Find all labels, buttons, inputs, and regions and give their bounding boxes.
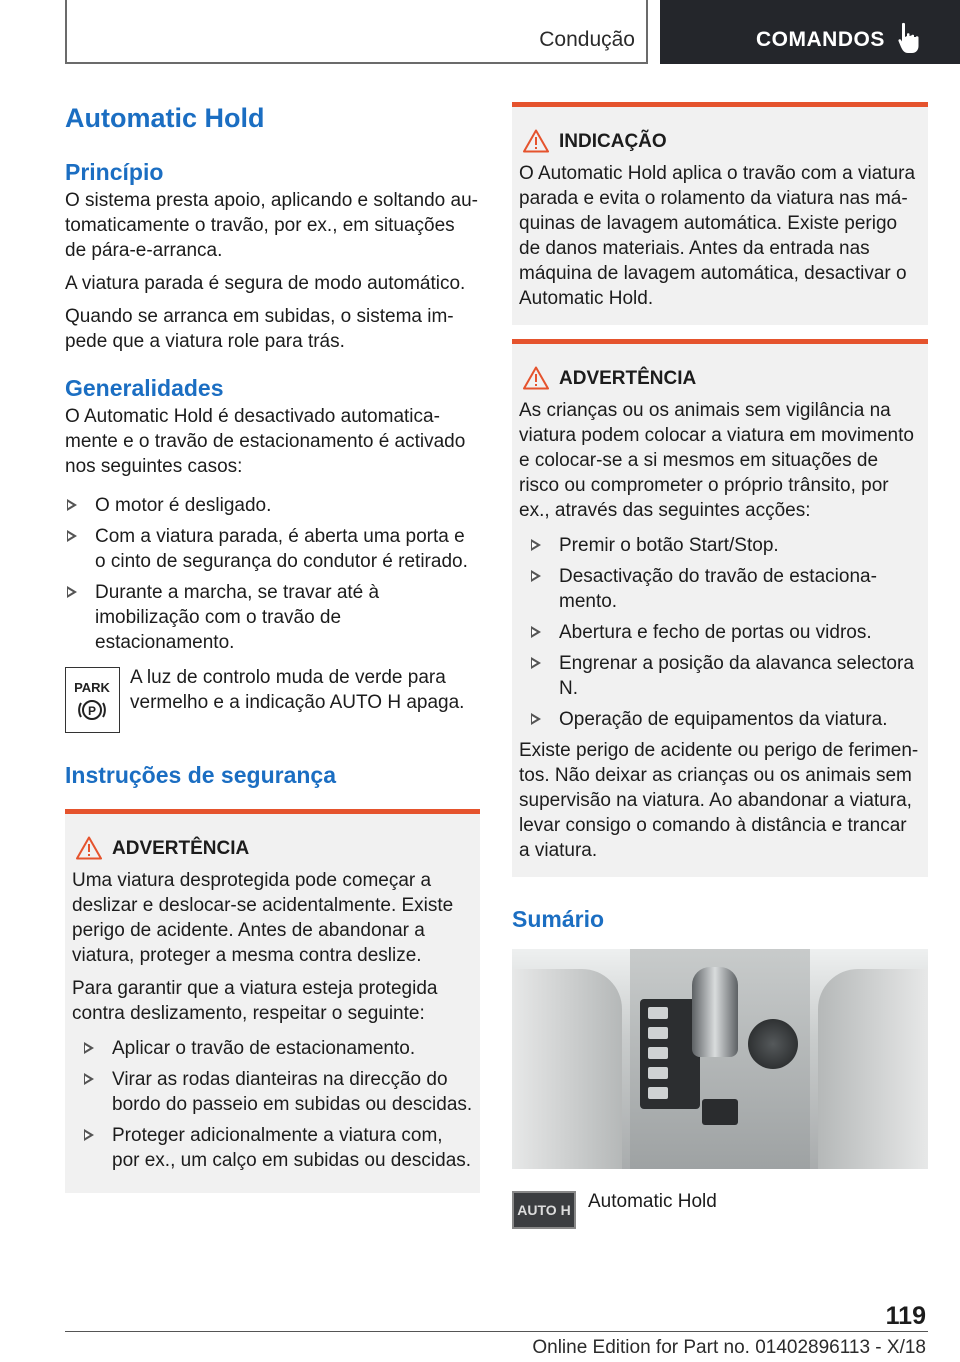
auto-hold-button-legend (512, 1189, 928, 1229)
list-item: Abertura e fecho de portas ou vidros. (529, 620, 921, 645)
button-panel (640, 999, 700, 1109)
header-chapter-label: COMANDOS (756, 28, 885, 51)
page-title: Automatic Hold (65, 103, 265, 133)
warning-list (529, 533, 921, 732)
warning-title: ADVERTÊNCIA (72, 836, 473, 862)
generalidades-list (65, 493, 480, 655)
triangle-bullet-icon (531, 626, 541, 638)
warning-paragraph-2: Para garantir que a viatura esteja protegida contra deslizamento, respeitar o seguinte: (72, 978, 438, 1024)
page-number: 119 (885, 1302, 926, 1330)
warning-list (82, 1036, 473, 1173)
right-column (512, 102, 928, 1229)
hand-pointer-icon (898, 22, 920, 54)
triangle-bullet-icon (531, 657, 541, 669)
principio-paragraph-1: O sistema presta apoio, aplicando e soltando automaticamente o travão, por ex., em situações de pára-e-arranca. (65, 190, 478, 261)
triangle-bullet-icon (531, 570, 541, 582)
list-item: O motor é desligado. (65, 493, 480, 518)
triangle-bullet-icon (84, 1073, 94, 1085)
controller-knob (748, 1019, 798, 1069)
warning-triangle-icon (523, 129, 549, 153)
header-section-label: Condução (539, 28, 635, 51)
heading-sumario: Sumário (512, 906, 605, 932)
principio-paragraph-2: A viatura parada é segura de modo automático. (65, 273, 466, 294)
triangle-bullet-icon (67, 499, 77, 511)
list-item: Desactivação do travão de estacionamento. (529, 564, 921, 614)
left-column (65, 98, 480, 1193)
list-item: Engrenar a posição da alavanca selectora N. (529, 651, 921, 701)
triangle-bullet-icon (67, 530, 77, 542)
principio-paragraph-3: Quando se arranca em subidas, o sistema impede que a viatura role para trás. (65, 306, 454, 352)
parking-brake-switch (702, 1099, 738, 1125)
notice-text: O Automatic Hold aplica o travão com a viatura parada e evita o rolamento da viatura nas máquinas de lavagem automática. Existe perigo de danos materiais. Antes da entrada nas máquina de lavagem automática, desactivar o Automatic Hold. (519, 163, 916, 309)
svg-text:P: P (87, 704, 97, 718)
list-item: Com a viatura parada, é aberta uma porta e o cinto de segurança do condutor é retirado. (65, 524, 480, 574)
notice-box-lavagem (512, 102, 928, 325)
triangle-bullet-icon (531, 713, 541, 725)
footer-edition: Online Edition for Part no. 01402896113 - X/18 (532, 1337, 926, 1358)
warning-triangle-icon (76, 836, 102, 860)
warning-title: ADVERTÊNCIA (519, 366, 921, 392)
park-brake-icon (65, 667, 120, 733)
warning-box-deslize (65, 809, 480, 1193)
warning-outro: Existe perigo de acidente ou perigo de ferimentos. Não deixar as crianças ou os animais sem supervisão na viatura. Ao abandonar a viatura, levar consigo o comando à distância e trancar a viatura. (519, 740, 919, 861)
warning-paragraph-1: Uma viatura desprotegida pode começar a deslizar e deslocar-se acidentalmente. Existe perigo de acidente. Antes de abandonar a viatura, proteger a mesma contra deslize. (72, 870, 454, 966)
triangle-bullet-icon (531, 539, 541, 551)
generalidades-intro: O Automatic Hold é desactivado automaticamente e o travão de estacionamento é activado nos seguintes casos: (65, 406, 466, 477)
triangle-bullet-icon (84, 1042, 94, 1054)
park-note-text: A luz de controlo muda de verde para vermelho e a indicação AUTO H apaga. (130, 667, 465, 713)
header-chapter-tab (660, 0, 960, 64)
auto-hold-button-icon: AUTO H (512, 1191, 576, 1229)
list-item: Virar as rodas dianteiras na direcção do bordo do passeio em subidas ou descidas. (82, 1067, 473, 1117)
heading-principio: Princípio (65, 159, 164, 185)
list-item: Premir o botão Start/Stop. (529, 533, 921, 558)
center-console-photo (512, 949, 928, 1169)
seat-left (512, 969, 622, 1169)
auto-hold-button-label: Automatic Hold (588, 1191, 717, 1212)
triangle-bullet-icon (67, 586, 77, 598)
warning-box-criancas (512, 339, 928, 877)
gear-selector (692, 967, 738, 1057)
warning-triangle-icon (523, 366, 549, 390)
notice-title: INDICAÇÃO (519, 129, 921, 155)
center-console (630, 949, 810, 1169)
heading-generalidades: Generalidades (65, 375, 224, 401)
list-item: Aplicar o travão de estacionamento. (82, 1036, 473, 1061)
heading-seguranca: Instruções de segurança (65, 762, 336, 788)
list-item: Durante a marcha, se travar até à imobilização com o travão de estacionamento. (65, 580, 480, 655)
seat-right (818, 969, 928, 1169)
list-item: Proteger adicionalmente a viatura com, por ex., um calço em subidas ou descidas. (82, 1123, 473, 1173)
list-item: Operação de equipamentos da viatura. (529, 707, 921, 732)
warning-intro: As crianças ou os animais sem vigilância na viatura podem colocar a viatura em movimento e colocar-se a si mesmos em situações de risco ou comprometer o próprio trânsito, por ex., através das seguintes acções: (519, 400, 914, 521)
triangle-bullet-icon (84, 1129, 94, 1141)
svg-text:PARK: PARK (74, 680, 110, 695)
park-indicator-note (65, 665, 480, 733)
footer-divider (65, 1331, 928, 1332)
